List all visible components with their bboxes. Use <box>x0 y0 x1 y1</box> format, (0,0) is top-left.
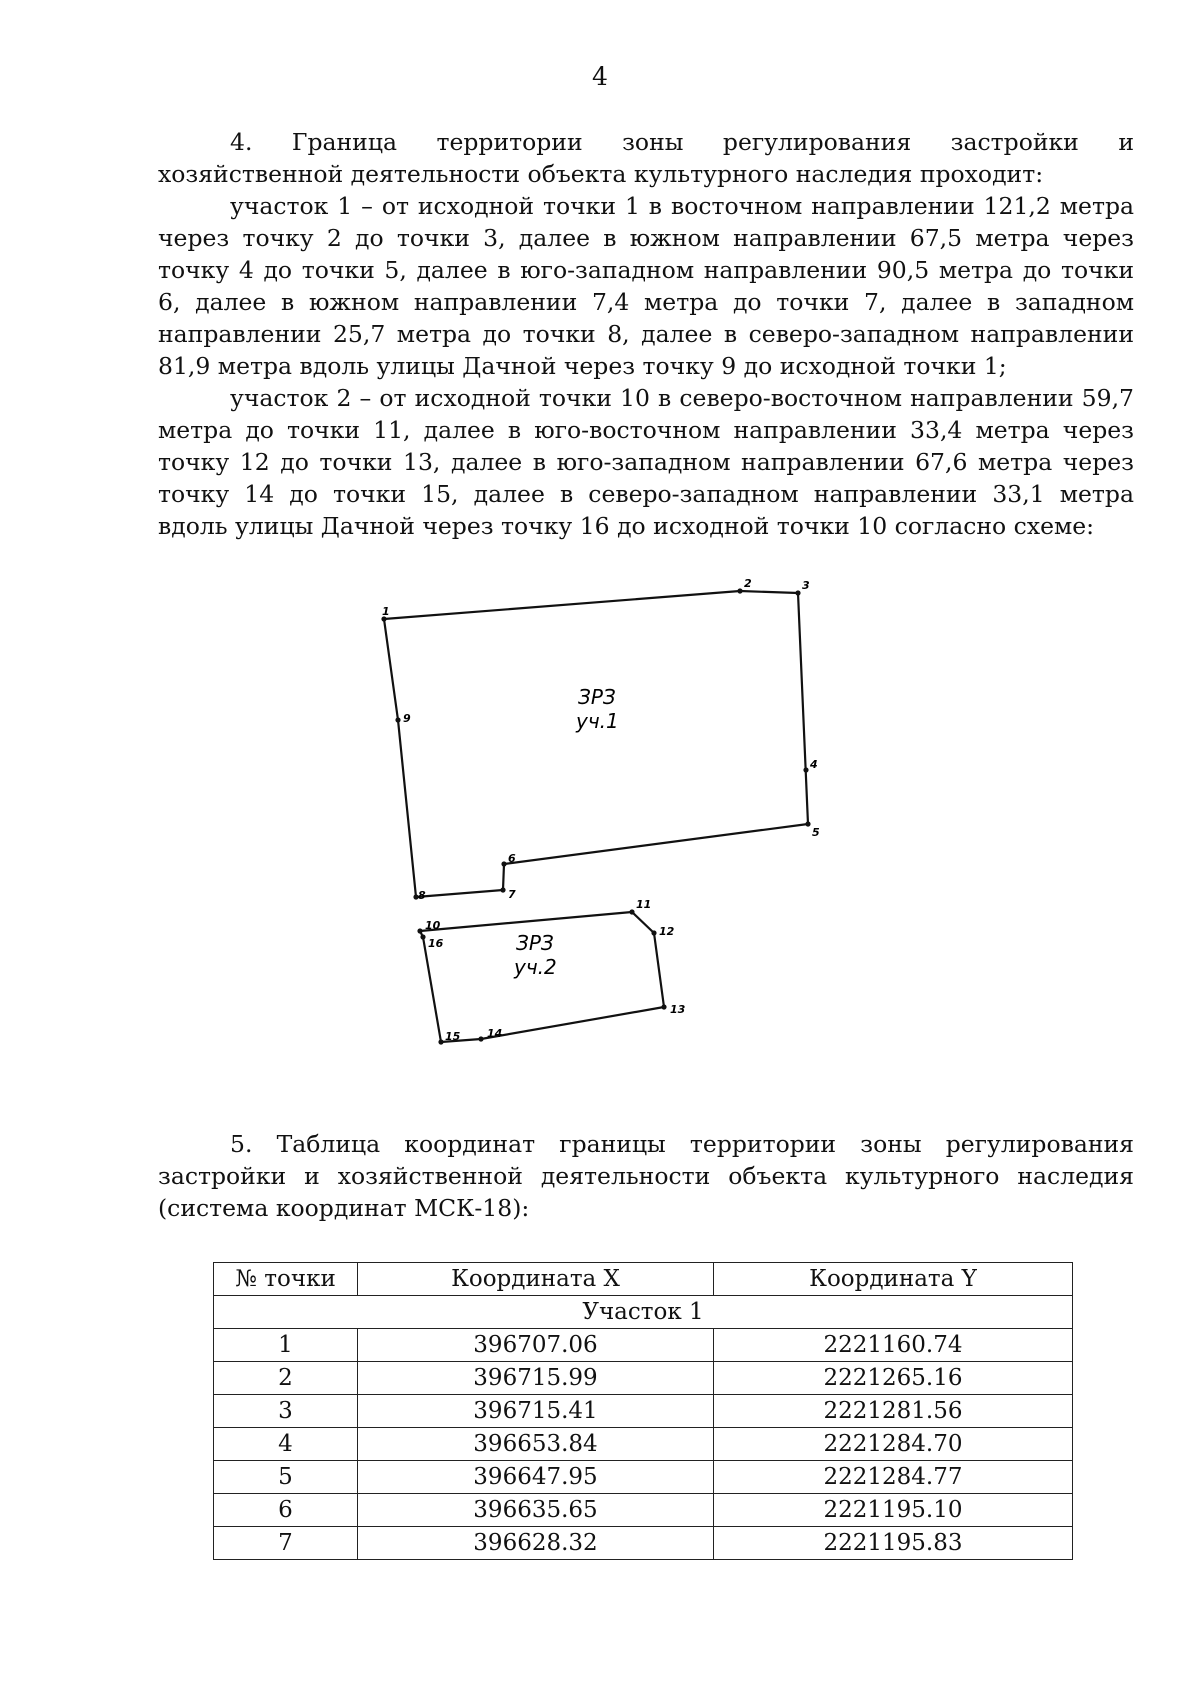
table-row <box>214 1461 1073 1494</box>
point-label: 2 <box>744 577 752 590</box>
coordinate-x: 396715.41 <box>358 1395 714 1428</box>
point-label: 3 <box>802 579 810 592</box>
vertex-marker <box>803 767 808 772</box>
point-label: 11 <box>636 898 652 911</box>
plot-2-description: участок 2 – от исходной точки 10 в северо-восточном направлении 59,7 метра до точки 11, далее в юго-восточном направлении 33,4 метра через точку 12 до точки 13, далее в юго-западном направлении 67,6 метра через точку 14 до точки 15, далее в северо-западном направлении 33,1 метра вдоль улицы Дачной через точку 16 до исходной точки 10 согласно схеме: <box>158 384 1134 540</box>
header-coordinate-y: Координата Y <box>714 1263 1073 1296</box>
coordinate-x: 396628.32 <box>358 1527 714 1560</box>
coordinate-x: 396707.06 <box>358 1329 714 1362</box>
table-group-row <box>214 1296 1073 1329</box>
table-header-row <box>214 1263 1073 1296</box>
point-label: 6 <box>508 852 516 865</box>
table-row <box>214 1428 1073 1461</box>
point-number: 3 <box>214 1395 358 1428</box>
point-label: 4 <box>810 758 818 771</box>
coordinate-x: 396715.99 <box>358 1362 714 1395</box>
table-row <box>214 1362 1073 1395</box>
coordinate-x: 396653.84 <box>358 1428 714 1461</box>
coordinate-x: 396635.65 <box>358 1494 714 1527</box>
point-number: 5 <box>214 1461 358 1494</box>
point-label: 8 <box>418 889 426 902</box>
coordinates-table <box>213 1262 1073 1560</box>
vertex-marker <box>395 717 400 722</box>
header-coordinate-x: Координата X <box>358 1263 714 1296</box>
page-number: 4 <box>592 62 608 91</box>
boundary-scheme <box>380 577 820 1043</box>
vertex-marker <box>795 590 800 595</box>
coordinate-y: 2221281.56 <box>714 1395 1073 1428</box>
plot-1-description: участок 1 – от исходной точки 1 в восточном направлении 121,2 метра через точку 2 до точки 3, далее в южном направлении 67,5 метра через точку 4 до точки 5, далее в юго-западном направлении 90,5 метра до точки 6, далее в южном направлении 7,4 метра до точки 7, далее в западном направлении 25,7 метра до точки 8, далее в северо-западном направлении 81,9 метра вдоль улицы Дачной через точку 9 до исходной точки 1; <box>158 192 1134 380</box>
point-label: 1 <box>382 605 390 618</box>
vertex-marker <box>661 1004 666 1009</box>
section-5-text <box>158 1128 1134 1224</box>
point-label: 7 <box>508 888 516 901</box>
vertex-marker <box>629 909 634 914</box>
vertex-marker <box>805 821 810 826</box>
coordinate-y: 2221284.70 <box>714 1428 1073 1461</box>
point-label: 14 <box>487 1027 503 1040</box>
table-row <box>214 1329 1073 1362</box>
vertex-marker <box>651 930 656 935</box>
vertex-marker <box>438 1039 443 1044</box>
table-row <box>214 1494 1073 1527</box>
header-point-number: № точки <box>214 1263 358 1296</box>
zone-label: ЗРЗ <box>516 931 554 955</box>
point-label: 13 <box>670 1003 686 1016</box>
point-label: 5 <box>812 826 820 839</box>
zone-label: уч.1 <box>576 709 619 733</box>
point-label: 12 <box>659 925 675 938</box>
coordinate-y: 2221265.16 <box>714 1362 1073 1395</box>
coordinate-y: 2221195.83 <box>714 1527 1073 1560</box>
point-number: 7 <box>214 1527 358 1560</box>
point-label: 15 <box>445 1030 461 1043</box>
point-label: 9 <box>403 712 411 725</box>
point-number: 1 <box>214 1329 358 1362</box>
vertex-marker <box>500 887 505 892</box>
vertex-marker <box>417 928 422 933</box>
table-row <box>214 1395 1073 1428</box>
coordinate-y: 2221195.10 <box>714 1494 1073 1527</box>
vertex-marker <box>420 934 425 939</box>
section-5-intro: 5. Таблица координат границы территории зоны регулирования застройки и хозяйственной деятельности объекта культурного наследия (система координат МСК-18): <box>158 1130 1134 1222</box>
vertex-marker <box>478 1036 483 1041</box>
group-label: Участок 1 <box>214 1296 1073 1329</box>
coordinate-x: 396647.95 <box>358 1461 714 1494</box>
point-label: 10 <box>425 919 441 932</box>
point-label: 16 <box>428 937 444 950</box>
coordinate-y: 2221160.74 <box>714 1329 1073 1362</box>
point-number: 6 <box>214 1494 358 1527</box>
table-row <box>214 1527 1073 1560</box>
coordinate-y: 2221284.77 <box>714 1461 1073 1494</box>
vertex-marker <box>501 861 506 866</box>
section-4-text <box>158 126 1134 542</box>
zone-label: ЗРЗ <box>578 685 616 709</box>
section-4-intro: 4. Граница территории зоны регулирования застройки и хозяйственной деятельности объекта культурного наследия проходит: <box>158 128 1134 188</box>
point-number: 2 <box>214 1362 358 1395</box>
vertex-marker <box>737 588 742 593</box>
point-number: 4 <box>214 1428 358 1461</box>
zone-1-boundary <box>384 591 808 897</box>
zone-label: уч.2 <box>514 955 557 979</box>
